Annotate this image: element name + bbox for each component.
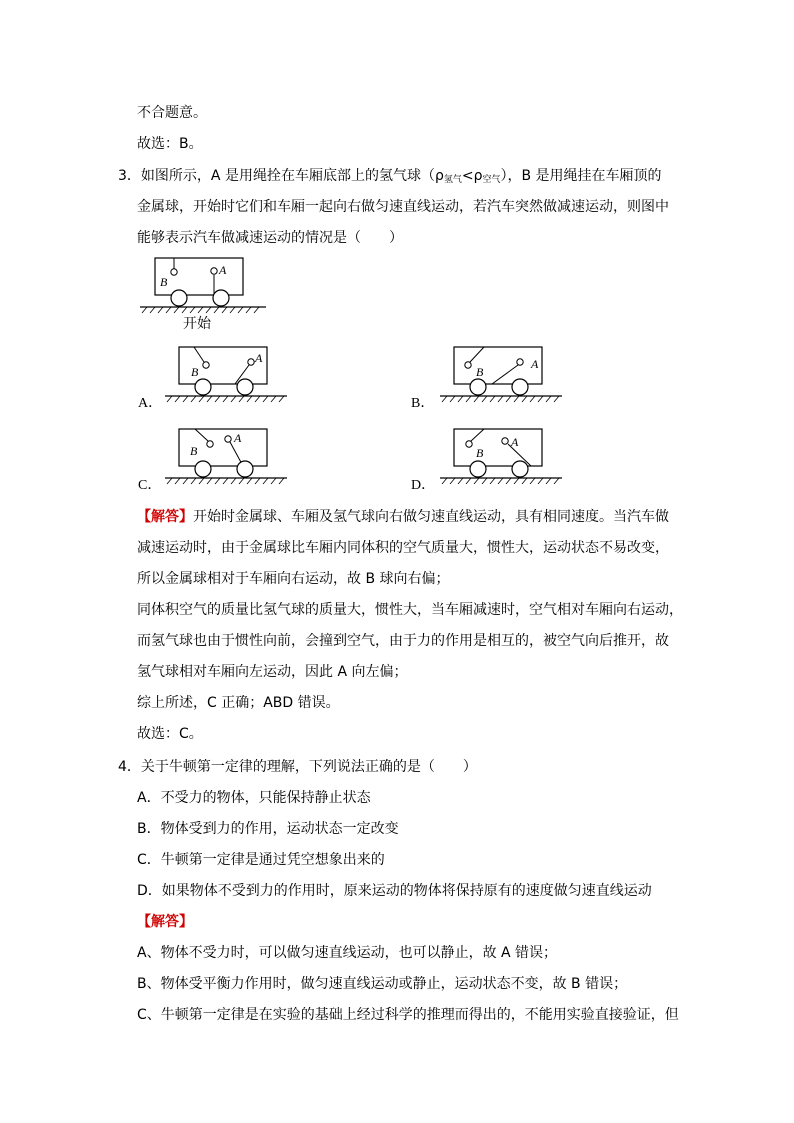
option-b-label: B． bbox=[411, 396, 435, 411]
prev-text-line: 不合题意。 bbox=[137, 105, 207, 121]
start-label: 开始 bbox=[183, 316, 211, 332]
answer-tag: 【解答】 bbox=[137, 509, 193, 525]
option-d-diagram bbox=[438, 425, 568, 487]
solution-4-line-1: A、物体不受力时，可以做匀速直线运动，也可以静止，故 A 错误； bbox=[137, 945, 558, 961]
option-a-diagram bbox=[163, 343, 293, 405]
answer-tag-4: 【解答】 bbox=[137, 914, 193, 930]
solution-3-line-4: 同体积空气的质量比氢气球的质量大，惯性大，当车厢减速时，空气相对车厢向右运动， bbox=[137, 602, 683, 618]
option-a-label: A． bbox=[138, 396, 163, 411]
start-diagram bbox=[138, 254, 268, 316]
solution-3-line-2: 减速运动时，由于金属球比车厢内同体积的空气质量大，惯性大，运动状态不易改变， bbox=[137, 540, 669, 556]
question-3-stem-line-2: 金属球，开始时它们和车厢一起向右做匀速直线运动，若汽车突然做减速运动，则图中 bbox=[137, 199, 669, 215]
option-c-diagram bbox=[163, 425, 293, 487]
option-c-label: C． bbox=[138, 478, 162, 493]
svg-text:A: A bbox=[234, 431, 242, 445]
question-4-option-d: D．如果物体不受到力的作用时，原来运动的物体将保持原有的速度做匀速直线运动 bbox=[137, 883, 652, 899]
solution-4-line-2: B、物体受平衡力作用时，做匀速直线运动或静止，运动状态不变，故 B 错误； bbox=[137, 976, 628, 992]
svg-text:A: A bbox=[531, 357, 539, 371]
svg-text:A: A bbox=[255, 351, 263, 365]
question-3-stem-line-3: 能够表示汽车做减速运动的情况是（ ） bbox=[137, 230, 403, 246]
solution-3-line-6: 氢气球相对车厢向左运动，因此 A 向左偏； bbox=[137, 664, 408, 680]
question-4-number: 4． bbox=[118, 759, 141, 775]
option-d-label: D． bbox=[411, 478, 436, 493]
question-3-stem-line-1: 3．如图所示，A 是用绳拴在车厢底部上的氢气球$(\rho_{氢气}<\rho_{空气})$，B 是用绳挂在车厢顶的 bbox=[118, 168, 662, 185]
question-4-option-a: A．不受力的物体，只能保持静止状态 bbox=[137, 790, 371, 806]
solution-3-line-5: 而氢气球也由于惯性向前，会撞到空气，由于力的作用是相互的，被空气向后推开，故 bbox=[137, 633, 669, 649]
solution-3-line-1: 【解答】开始时金属球、车厢及氢气球向右做匀速直线运动，具有相同速度。当汽车做 bbox=[137, 509, 669, 525]
solution-4-line-3: C、牛顿第一定律是在实验的基础上经过科学的推理而得出的，不能用实验直接验证，但 bbox=[137, 1007, 679, 1023]
question-3-answer: 故选：C。 bbox=[137, 726, 203, 742]
ground-hatch bbox=[142, 307, 259, 313]
svg-text:B: B bbox=[191, 365, 199, 379]
svg-text:B: B bbox=[476, 446, 484, 460]
prev-answer: 故选：B。 bbox=[137, 136, 203, 152]
svg-text:B: B bbox=[476, 365, 484, 379]
ball-b-label: B bbox=[160, 275, 168, 289]
question-3-number: 3． bbox=[118, 168, 141, 184]
question-4-option-c: C．牛顿第一定律是通过凭空想象出来的 bbox=[137, 852, 385, 868]
solution-3-line-7: 综上所述，C 正确；ABD 错误。 bbox=[137, 695, 340, 711]
svg-text:B: B bbox=[190, 444, 198, 458]
question-4-stem: 4．关于牛顿第一定律的理解，下列说法正确的是（ ） bbox=[118, 759, 477, 775]
svg-text:A: A bbox=[511, 435, 519, 449]
option-b-diagram bbox=[438, 343, 568, 405]
question-4-option-b: B．物体受到力的作用，运动状态一定改变 bbox=[137, 821, 399, 837]
solution-3-line-3: 所以金属球相对于车厢向右运动，故 B 球向右偏； bbox=[137, 571, 450, 587]
ball-a-label: A bbox=[219, 263, 227, 277]
